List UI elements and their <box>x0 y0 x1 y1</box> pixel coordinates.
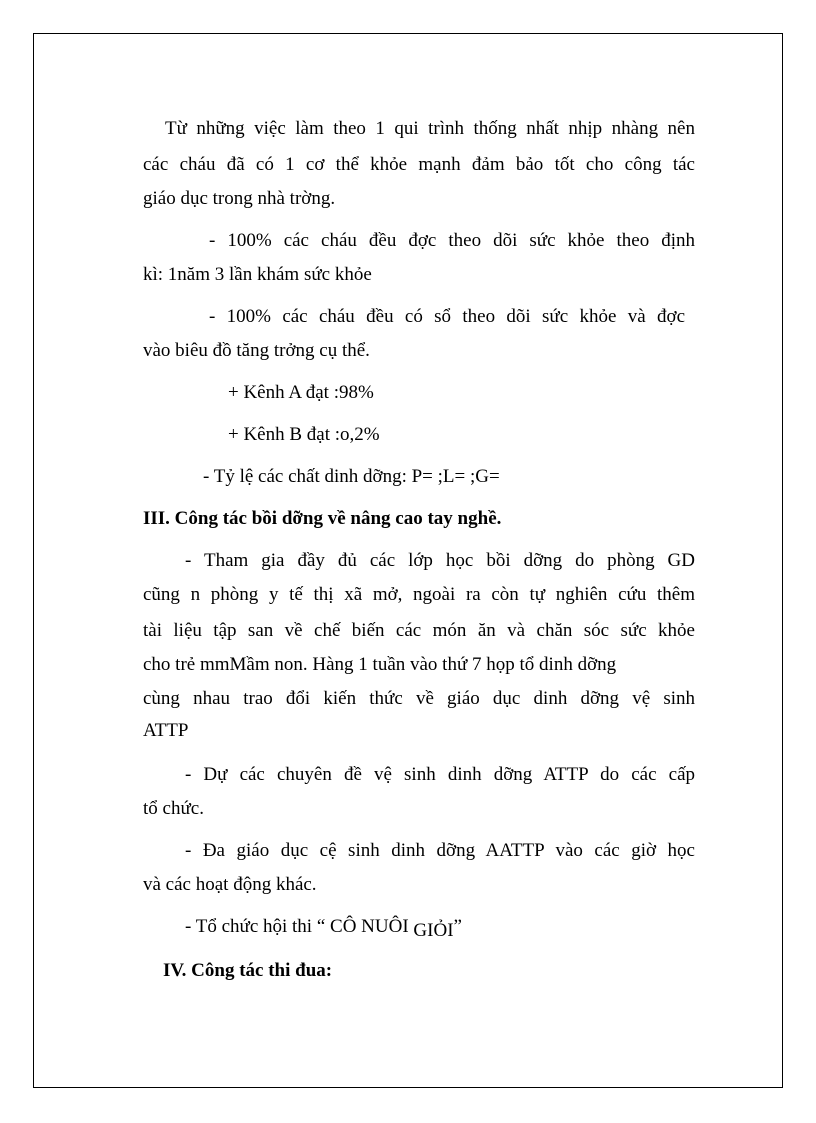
education-line1: - Đa giáo dục cệ sinh dinh dỡng AATTP vào các giờ học <box>185 840 695 861</box>
nutrition-ratio: - Tỷ lệ các chất dinh dỡng: P= ;L= ;G= <box>203 466 500 487</box>
topics-line1: - Dự các chuyên đề vệ sinh dinh dỡng ATTP do các cấp <box>185 764 695 785</box>
training-line6: ATTP <box>143 720 189 741</box>
contest-word: GIỎI <box>413 920 454 941</box>
contest-suffix: ” <box>453 916 462 937</box>
topics-line2: tổ chức. <box>143 798 204 819</box>
contest-line <box>185 915 462 939</box>
bullet2-line2: vào biêu đồ tăng trởng cụ thể. <box>143 340 370 361</box>
bullet2-line1: - 100% các cháu đều có sổ theo dõi sức khỏe và đợc <box>209 306 685 327</box>
para1-line1: Từ những việc làm theo 1 qui trình thống nhất nhịp nhàng nên <box>165 118 695 139</box>
training-line5: cùng nhau trao đổi kiến thức về giáo dục dinh dỡng vệ sinh <box>143 688 695 709</box>
training-line3: tài liệu tập san về chế biến các món ăn và chăn sóc sức khỏe <box>143 620 695 641</box>
training-line2: cũng n phòng y tế thị xã mở, ngoài ra còn tự nghiên cứu thêm <box>143 584 695 605</box>
contest-prefix: - Tổ chức hội thi “ CÔ NUÔI <box>185 916 414 937</box>
para1-line3: giáo dục trong nhà trờng. <box>143 188 336 209</box>
education-line2: và các hoạt động khác. <box>143 874 317 895</box>
para1-line2: các cháu đã có 1 cơ thể khỏe mạnh đảm bảo tốt cho công tác <box>143 154 695 175</box>
channel-a: + Kênh A đạt :98% <box>228 382 374 403</box>
section3-heading: III. Công tác bồi dỡng về nâng cao tay nghề. <box>143 508 502 529</box>
section4-heading: IV. Công tác thi đua: <box>163 960 333 981</box>
channel-b: + Kênh B đạt :o,2% <box>228 424 380 445</box>
training-line4: cho trẻ mmMầm non. Hàng 1 tuần vào thứ 7 họp tổ dinh dỡng <box>143 654 617 675</box>
bullet1-line2: kì: 1năm 3 lần khám sức khỏe <box>143 264 372 285</box>
bullet1-line1: - 100% các cháu đều đợc theo dõi sức khỏe theo định <box>209 230 695 251</box>
training-line1: - Tham gia đầy đủ các lớp học bồi dỡng do phòng GD <box>185 550 695 571</box>
